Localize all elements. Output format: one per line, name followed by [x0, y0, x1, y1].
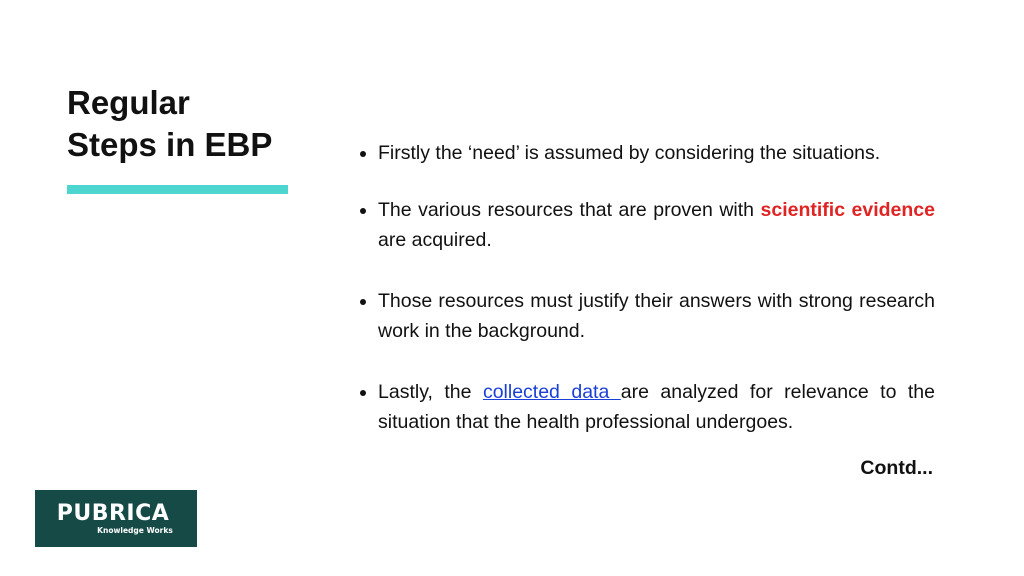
title-line-1: Regular — [67, 84, 190, 121]
bullet-list — [360, 138, 935, 437]
bullet-dot-icon — [360, 151, 366, 157]
bullet-text-after: are acquired. — [378, 229, 492, 251]
logo-tagline: Knowledge Works — [97, 526, 173, 535]
bullet-text-before: The various resources that are proven with — [378, 199, 761, 221]
collected-data-link[interactable]: collected data — [482, 381, 621, 403]
bullet-item — [360, 377, 935, 437]
slide-title — [67, 82, 307, 166]
title-accent-bar — [67, 185, 288, 194]
bullet-text: Firstly the ‘need’ is assumed by considering the situations. — [378, 142, 881, 164]
title-line-2: Steps in EBP — [67, 126, 273, 163]
bullet-item — [360, 138, 935, 168]
bullet-text: Those resources must justify their answers with strong research work in the background. — [378, 290, 935, 342]
bullet-item — [360, 286, 935, 346]
bullet-dot-icon — [360, 208, 366, 214]
scientific-evidence-highlight: scientific evidence — [760, 199, 936, 221]
bullet-text-before: Lastly, the — [378, 381, 483, 403]
bullet-item — [360, 195, 935, 255]
logo-wordmark: PUBRICA — [56, 501, 170, 526]
bullet-dot-icon — [360, 299, 366, 305]
pubrica-logo — [35, 490, 197, 547]
bullet-dot-icon — [360, 390, 366, 396]
bullet-text-after: are analyzed for relevance to the situation that the health professional undergoes. — [378, 381, 935, 433]
continued-label: Contd... — [860, 457, 933, 479]
